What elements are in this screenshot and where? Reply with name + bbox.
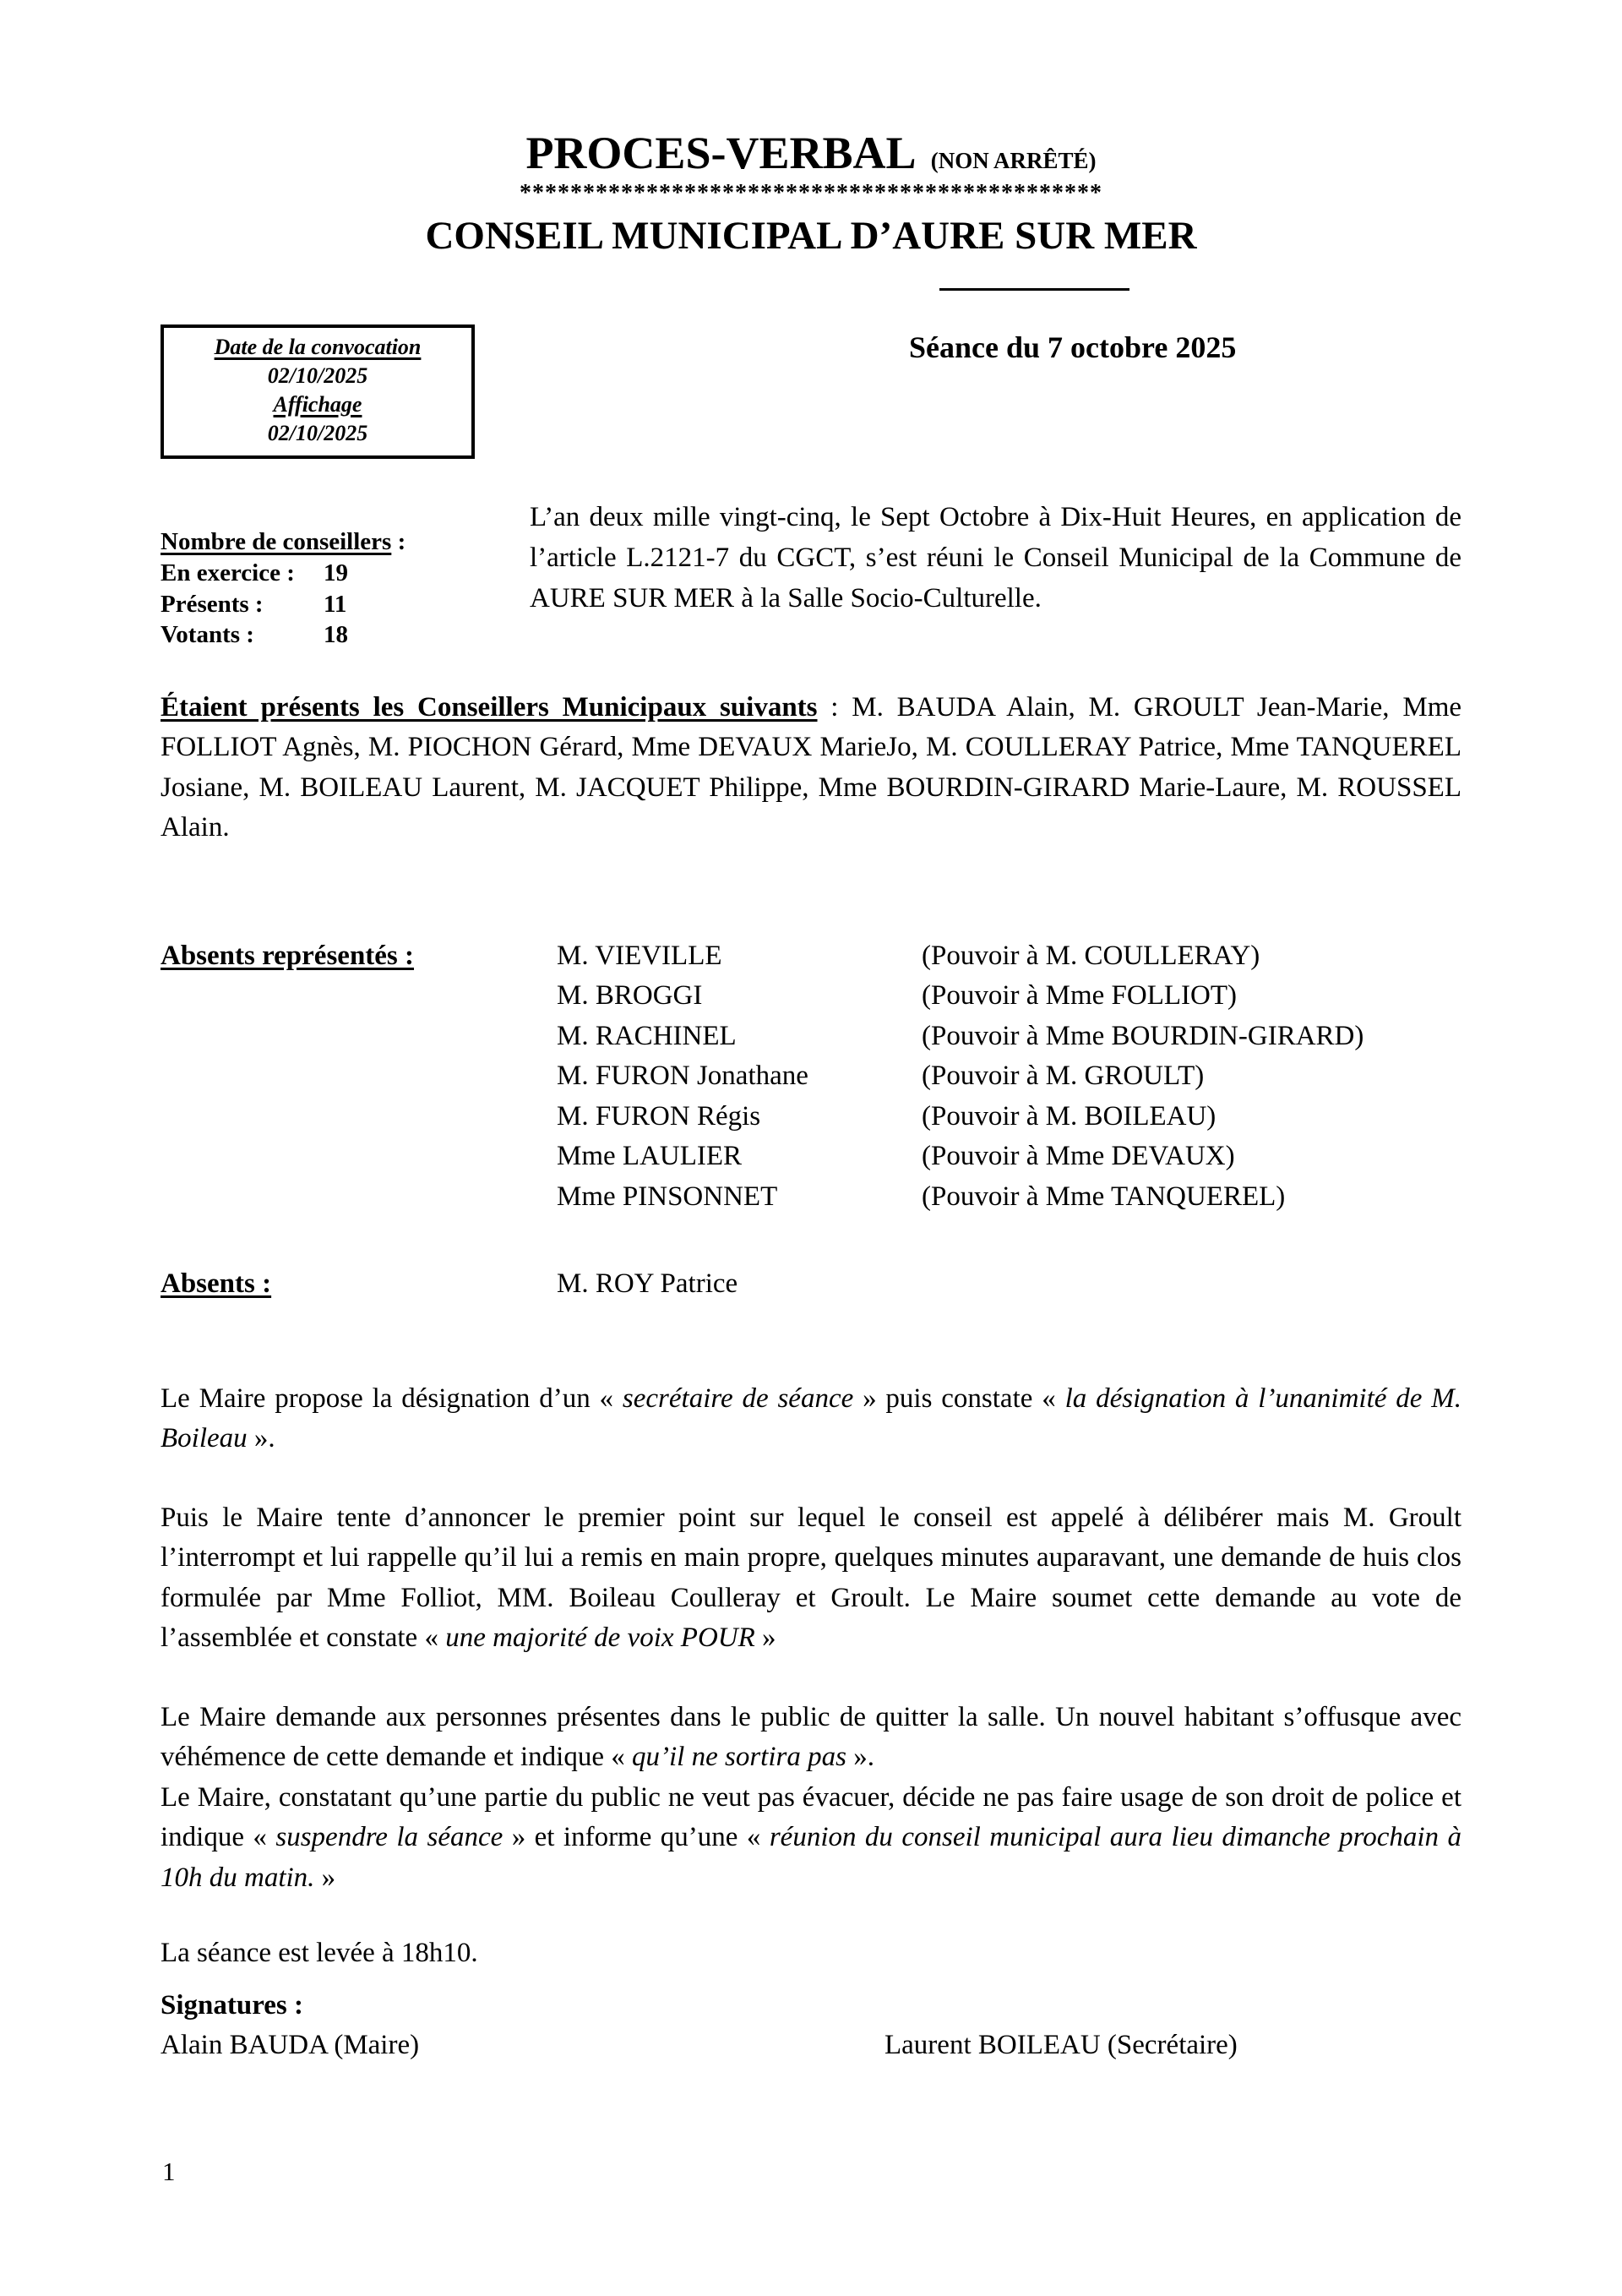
list-item: [557, 1137, 1461, 1177]
list-item: [557, 1056, 1461, 1097]
paragraph-text-italic: la désignation à l’unanimité de M. Boileau: [161, 1383, 1461, 1454]
signatures-row: [161, 2026, 1461, 2066]
convocation-box: [161, 324, 475, 459]
paragraph-huis-clos: [161, 1498, 1461, 1659]
document-subtitle: CONSEIL MUNICIPAL D’AURE SUR MER: [425, 213, 1197, 258]
conseillers-label-presents: Présents :: [161, 590, 264, 618]
absent-name: M. RACHINEL: [557, 1020, 737, 1051]
paragraph-text-italic: une majorité de voix POUR: [445, 1622, 755, 1654]
paragraph-text: »: [314, 1862, 336, 1893]
list-item: [557, 936, 1461, 977]
paragraph-text: »: [754, 1622, 776, 1654]
conseillers-row-exercice: [161, 558, 530, 589]
list-item: [557, 1177, 1461, 1218]
document-title: [161, 127, 1461, 179]
conseillers-heading-line: [161, 526, 530, 558]
paragraph-text-italic: suspendre la séance: [275, 1822, 503, 1853]
intro-paragraph: L’an deux mille vingt-cinq, le Sept Octobre à Dix-Huit Heures, en application de l’article L.2121-7 du CGCT, s’est réuni le Conseil Municipal de la Commune de AURE SUR MER à la Salle Socio-Culturelle.: [530, 502, 1461, 614]
affichage-date-value: 02/10/2025: [267, 420, 368, 445]
absent-pouvoir: (Pouvoir à Mme FOLLIOT): [922, 980, 1238, 1012]
conseillers-value-exercice: 19: [324, 559, 348, 586]
convocation-date-value: 02/10/2025: [267, 363, 368, 389]
paragraph-text: ».: [247, 1423, 275, 1454]
presents-heading: Étaient présents les Conseillers Municipaux suivants: [161, 691, 818, 723]
paragraph-text-italic: réunion du conseil municipal aura lieu dimanche prochain à 10h du matin.: [161, 1822, 1461, 1893]
signature-maire: Alain BAUDA (Maire): [161, 2030, 420, 2061]
conseillers-count-block: [161, 498, 530, 650]
document-title-suffix: [925, 148, 1097, 173]
conseillers-label-votants: Votants :: [161, 621, 254, 649]
absent-pouvoir: (Pouvoir à Mme TANQUEREL): [922, 1181, 1286, 1212]
closing-statement: La séance est levée à 18h10.: [161, 1938, 478, 1969]
page-number: 1: [162, 2157, 176, 2186]
document-title-suffix-text: (NON ARRÊTÉ): [930, 148, 1097, 173]
absent-pouvoir: (Pouvoir à Mme BOURDIN-GIRARD): [922, 1020, 1364, 1051]
presents-separator: :: [817, 691, 852, 723]
absent-name: M. FURON Jonathane: [557, 1061, 808, 1092]
paragraph-text: » puis constate «: [853, 1383, 1065, 1414]
absent-pouvoir: (Pouvoir à M. GROULT): [922, 1061, 1205, 1092]
absents-representes-list: [557, 936, 1461, 1218]
document-title-main: PROCES-VERBAL: [525, 128, 914, 178]
paragraph-text: ».: [846, 1742, 874, 1773]
absent-name: Mme LAULIER: [557, 1141, 743, 1172]
paragraph-text-italic: secrétaire de séance: [622, 1383, 854, 1414]
paragraph-suspension-line2: [161, 1778, 1461, 1899]
asterisk-divider: **********************************************: [520, 180, 1102, 207]
absents-representes-section: [161, 936, 1461, 1218]
presents-names: M. BAUDA Alain, M. GROULT Jean-Marie, Mme FOLLIOT Agnès, M. PIOCHON Gérard, Mme DEVAUX MarieJo, M. COULLERAY Patrice, Mme TANQUEREL Josiane, M. BOILEAU Laurent, M. JACQUET Philippe, Mme BOURDIN-GIRARD Marie-Laure, M. ROUSSEL Alain.: [161, 691, 1462, 843]
absents-heading-col: [161, 1264, 557, 1305]
absent-name: Mme PINSONNET: [557, 1181, 778, 1212]
presents-paragraph: [161, 688, 1461, 848]
absents-representes-heading: Absents représentés :: [161, 940, 415, 971]
paragraph-text: Le Maire demande aux personnes présentes dans le public de quitter la salle. Un nouvel habitant s’offusque avec véhémence de cette demande et indique «: [161, 1701, 1461, 1773]
absents-representes-heading-col: [161, 936, 557, 1218]
paragraph-suspension-line1: [161, 1698, 1461, 1778]
absent-pouvoir: (Pouvoir à M. COULLERAY): [922, 940, 1260, 971]
absents-name: M. ROY Patrice: [557, 1268, 738, 1300]
conseillers-row-presents: [161, 589, 530, 620]
absent-name: M. VIEVILLE: [557, 940, 722, 971]
conseillers-label-exercice: En exercice :: [161, 559, 295, 586]
seance-heading: Séance du 7 octobre 2025: [909, 330, 1237, 365]
paragraph-text: Le Maire, constatant qu’une partie du public ne veut pas évacuer, décide ne pas faire usage de son droit de police et indique «: [161, 1781, 1461, 1853]
convocation-date-label: Date de la convocation: [214, 335, 422, 360]
list-item: [557, 1097, 1461, 1137]
conseillers-heading-colon: :: [391, 528, 406, 556]
title-rule: [939, 288, 1129, 291]
paragraph-suspension: [161, 1698, 1461, 1899]
list-item: [557, 976, 1461, 1017]
conseillers-heading: Nombre de conseillers: [161, 528, 392, 556]
absent-pouvoir: (Pouvoir à Mme DEVAUX): [922, 1141, 1235, 1172]
absents-section: [161, 1264, 1461, 1305]
absent-name: M. BROGGI: [557, 980, 703, 1012]
conseillers-and-intro-row: [161, 498, 1461, 650]
paragraph-text: Puis le Maire tente d’annoncer le premier point sur lequel le conseil est appelé à délibérer mais M. Groult l’interrompt et lui rappelle qu’il lui a remis en main propre, quelques minutes auparavant, une demande de huis clos formulée par Mme Folliot, MM. Boileau Coulleray et Groult. Le Maire soumet cette demande au vote de l’assemblée et constate «: [161, 1502, 1461, 1654]
list-item: [557, 1017, 1461, 1057]
absent-pouvoir: (Pouvoir à M. BOILEAU): [922, 1100, 1216, 1132]
signatures-heading: Signatures :: [161, 1989, 303, 2021]
paragraph-text: Le Maire propose la désignation d’un «: [161, 1383, 623, 1414]
signature-secretaire: Laurent BOILEAU (Secrétaire): [884, 2030, 1238, 2061]
affichage-label: Affichage: [273, 391, 362, 417]
absent-name: M. FURON Régis: [557, 1100, 761, 1132]
conseillers-value-votants: 18: [324, 621, 348, 649]
paragraph-text-italic: qu’il ne sortira pas: [632, 1742, 846, 1773]
header-row: [161, 324, 1461, 459]
absents-heading: Absents :: [161, 1268, 272, 1300]
conseillers-row-votants: [161, 619, 530, 651]
paragraph-secretaire: [161, 1379, 1461, 1459]
conseillers-value-presents: 11: [324, 590, 347, 618]
paragraph-text: » et informe qu’une «: [503, 1822, 770, 1853]
